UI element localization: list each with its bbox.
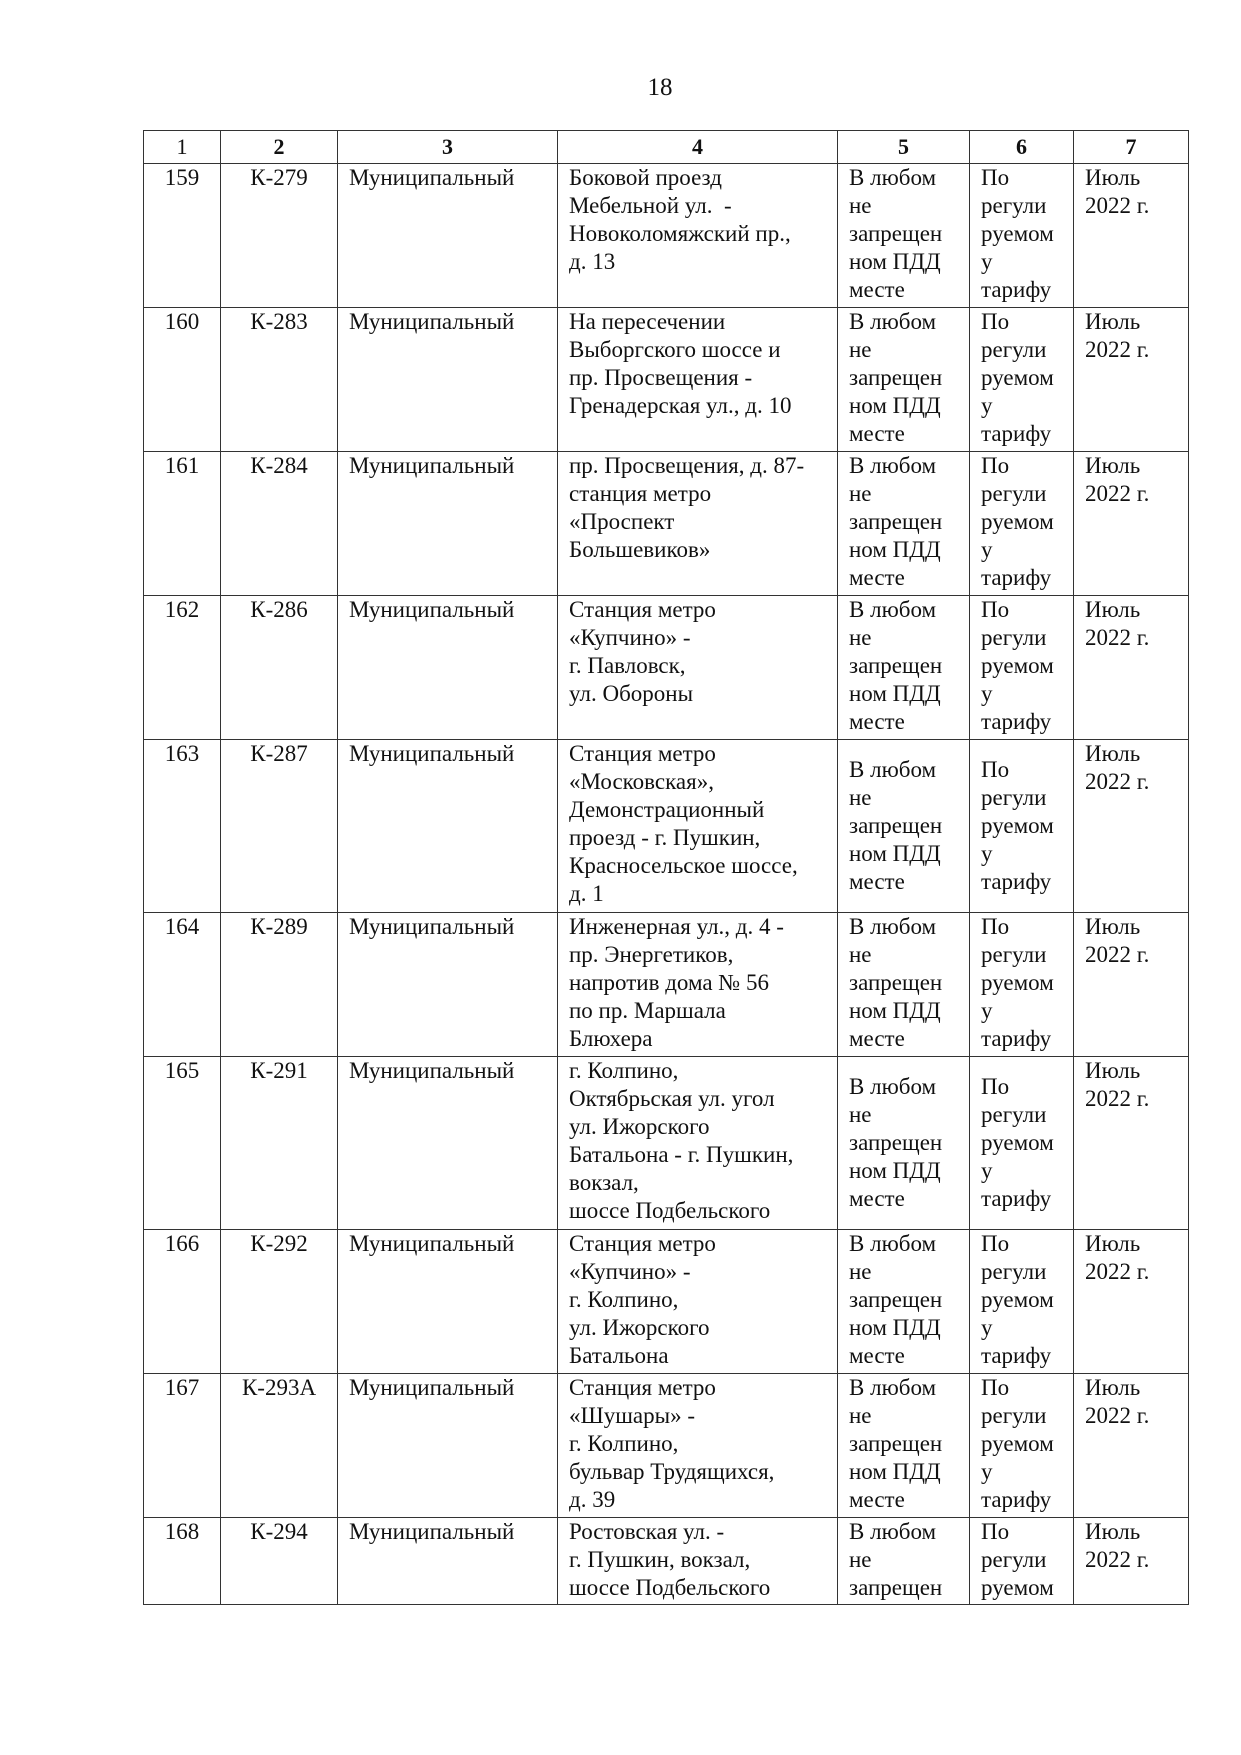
fare-cell (970, 1374, 1074, 1518)
start-date-cell-line: 2022 г. (1085, 481, 1150, 506)
fare-cell (970, 596, 1074, 740)
route-path-cell-line: На пересечении (569, 309, 726, 334)
start-date-cell-line: 2022 г. (1085, 337, 1150, 362)
start-date-cell (1074, 1374, 1189, 1518)
stop-order-cell-line: не (849, 942, 872, 967)
route-path-cell (558, 1057, 838, 1230)
fare-cell-line: регули (981, 337, 1047, 362)
start-date-cell-line: Июль (1085, 1375, 1141, 1400)
fare-cell-line: у (981, 998, 993, 1023)
route-path-cell-line: ул. Обороны (569, 681, 694, 706)
col-header-2: 2 (221, 131, 338, 164)
route-path-cell-line: Станция метро (569, 597, 716, 622)
route-path-cell-line: Ростовская ул. - (569, 1519, 725, 1544)
col-header-7: 7 (1074, 131, 1189, 164)
col-header-1: 1 (144, 131, 221, 164)
stop-order-cell-line: ном ПДД (849, 1315, 941, 1340)
table-row (144, 596, 1189, 740)
stop-order-cell-line: ном ПДД (849, 1459, 941, 1484)
row-number-cell: 160 (144, 308, 221, 452)
start-date-cell (1074, 1518, 1189, 1605)
stop-order-cell-line: месте (849, 869, 905, 894)
route-path-cell (558, 596, 838, 740)
start-date-cell-line: Июль (1085, 1058, 1141, 1083)
start-date-cell (1074, 308, 1189, 452)
fare-cell-line: регули (981, 942, 1047, 967)
row-number-cell: 162 (144, 596, 221, 740)
table-row (144, 1374, 1189, 1518)
fare-cell-line: По (981, 165, 1010, 190)
fare-cell-line: у (981, 1459, 993, 1484)
stop-order-cell-line: месте (849, 1026, 905, 1051)
stop-order-cell-line: ном ПДД (849, 537, 941, 562)
route-path-cell-line: Демонстрационный (569, 797, 765, 822)
fare-cell-line: По (981, 1519, 1010, 1544)
stop-order-cell-line: В любом (849, 1375, 937, 1400)
start-date-cell (1074, 1230, 1189, 1374)
route-path-cell-line: Боковой проезд (569, 165, 722, 190)
route-number-cell: К-287 (221, 740, 338, 913)
stop-order-cell-line: не (849, 785, 872, 810)
routes-table (143, 130, 1189, 1605)
stop-order-cell-line: месте (849, 421, 905, 446)
route-type-cell: Муниципальный (338, 740, 558, 913)
start-date-cell (1074, 913, 1189, 1057)
fare-cell (970, 1518, 1074, 1605)
stop-order-cell (838, 164, 970, 308)
table-row (144, 164, 1189, 308)
route-number-cell: К-291 (221, 1057, 338, 1230)
stop-order-cell-line: месте (849, 1186, 905, 1211)
fare-cell-line: руемом (981, 221, 1054, 246)
route-path-cell-line: г. Пушкин, вокзал, (569, 1547, 751, 1572)
fare-cell-line: По (981, 1375, 1010, 1400)
stop-order-cell-line: В любом (849, 165, 937, 190)
fare-cell-line: руемом (981, 1130, 1054, 1155)
start-date-cell-line: 2022 г. (1085, 625, 1150, 650)
route-path-cell-line: напротив дома № 56 (569, 970, 770, 995)
stop-order-cell-line: В любом (849, 1519, 937, 1544)
stop-order-cell-line: месте (849, 1487, 905, 1512)
fare-cell-line: у (981, 1315, 993, 1340)
start-date-cell-line: 2022 г. (1085, 1259, 1150, 1284)
fare-cell (970, 913, 1074, 1057)
route-path-cell-line: Инженерная ул., д. 4 - (569, 914, 784, 939)
stop-order-cell-line: В любом (849, 597, 937, 622)
route-type-cell: Муниципальный (338, 596, 558, 740)
table-row (144, 913, 1189, 1057)
stop-order-cell-line: не (849, 337, 872, 362)
start-date-cell-line: 2022 г. (1085, 1547, 1150, 1572)
route-type-cell: Муниципальный (338, 913, 558, 1057)
table-row (144, 452, 1189, 596)
stop-order-cell-line: не (849, 1547, 872, 1572)
route-path-cell-line: Батальона - г. Пушкин, (569, 1142, 794, 1167)
start-date-cell-line: Июль (1085, 309, 1141, 334)
stop-order-cell-line: ном ПДД (849, 998, 941, 1023)
stop-order-cell (838, 308, 970, 452)
route-path-cell-line: Большевиков» (569, 537, 711, 562)
page-number: 18 (647, 74, 673, 101)
stop-order-cell-line: В любом (849, 757, 937, 782)
fare-cell-line: регули (981, 625, 1047, 650)
route-path-cell-line: Гренадерская ул., д. 10 (569, 393, 792, 418)
route-path-cell-line: Станция метро (569, 1375, 716, 1400)
fare-cell (970, 164, 1074, 308)
row-number-cell: 168 (144, 1518, 221, 1605)
fare-cell (970, 452, 1074, 596)
fare-cell-line: у (981, 1158, 993, 1183)
route-path-cell-line: Станция метро (569, 741, 716, 766)
route-path-cell (558, 164, 838, 308)
fare-cell-line: у (981, 537, 993, 562)
route-path-cell-line: Мебельной ул. - (569, 193, 732, 218)
fare-cell-line: По (981, 453, 1010, 478)
start-date-cell-line: 2022 г. (1085, 193, 1150, 218)
table-row (144, 308, 1189, 452)
fare-cell-line: По (981, 309, 1010, 334)
header-row (144, 131, 1189, 164)
route-path-cell-line: г. Павловск, (569, 653, 686, 678)
fare-cell-line: у (981, 841, 993, 866)
stop-order-cell-line: В любом (849, 914, 937, 939)
route-path-cell-line: «Шушары» - (569, 1403, 695, 1428)
stop-order-cell (838, 596, 970, 740)
route-type-cell: Муниципальный (338, 164, 558, 308)
stop-order-cell-line: запрещен (849, 970, 943, 995)
fare-cell-line: руемом (981, 653, 1054, 678)
route-number-cell: К-289 (221, 913, 338, 1057)
route-path-cell-line: Блюхера (569, 1026, 653, 1051)
fare-cell-line: регули (981, 1259, 1047, 1284)
stop-order-cell-line: ном ПДД (849, 393, 941, 418)
route-type-cell: Муниципальный (338, 1518, 558, 1605)
fare-cell-line: у (981, 249, 993, 274)
fare-cell-line: тарифу (981, 277, 1052, 302)
route-path-cell-line: ул. Ижорского (569, 1315, 710, 1340)
start-date-cell (1074, 596, 1189, 740)
col-header-5: 5 (838, 131, 970, 164)
row-number-cell: 163 (144, 740, 221, 913)
stop-order-cell-line: не (849, 1259, 872, 1284)
route-number-cell: К-283 (221, 308, 338, 452)
fare-cell-line: регули (981, 785, 1047, 810)
fare-cell-line: регули (981, 193, 1047, 218)
route-path-cell-line: проезд - г. Пушкин, (569, 825, 761, 850)
stop-order-cell-line: запрещен (849, 1431, 943, 1456)
route-number-cell: К-294 (221, 1518, 338, 1605)
row-number-cell: 166 (144, 1230, 221, 1374)
stop-order-cell-line: ном ПДД (849, 249, 941, 274)
route-path-cell-line: «Купчино» - (569, 625, 691, 650)
fare-cell-line: тарифу (981, 709, 1052, 734)
stop-order-cell-line: месте (849, 709, 905, 734)
start-date-cell (1074, 740, 1189, 913)
route-path-cell (558, 308, 838, 452)
start-date-cell-line: Июль (1085, 741, 1141, 766)
route-path-cell-line: Октябрьская ул. угол (569, 1086, 775, 1111)
stop-order-cell-line: запрещен (849, 509, 943, 534)
route-type-cell: Муниципальный (338, 1374, 558, 1518)
stop-order-cell-line: запрещен (849, 221, 943, 246)
col-header-6: 6 (970, 131, 1074, 164)
route-path-cell-line: Батальона (569, 1343, 669, 1368)
fare-cell-line: регули (981, 1102, 1047, 1127)
start-date-cell-line: Июль (1085, 453, 1141, 478)
fare-cell-line: руемом (981, 970, 1054, 995)
fare-cell-line: тарифу (981, 869, 1052, 894)
fare-cell-line: руемом (981, 1287, 1054, 1312)
fare-cell-line: у (981, 393, 993, 418)
stop-order-cell-line: не (849, 193, 872, 218)
route-type-cell: Муниципальный (338, 1230, 558, 1374)
route-path-cell (558, 1374, 838, 1518)
stop-order-cell-line: В любом (849, 1231, 937, 1256)
start-date-cell-line: Июль (1085, 1231, 1141, 1256)
fare-cell-line: По (981, 1231, 1010, 1256)
start-date-cell (1074, 452, 1189, 596)
start-date-cell (1074, 164, 1189, 308)
fare-cell (970, 740, 1074, 913)
stop-order-cell (838, 740, 970, 913)
route-path-cell-line: д. 13 (569, 249, 616, 274)
route-type-cell: Муниципальный (338, 308, 558, 452)
stop-order-cell (838, 1057, 970, 1230)
stop-order-cell-line: не (849, 1403, 872, 1428)
stop-order-cell-line: месте (849, 277, 905, 302)
start-date-cell-line: 2022 г. (1085, 1086, 1150, 1111)
stop-order-cell-line: ном ПДД (849, 1158, 941, 1183)
route-number-cell: К-284 (221, 452, 338, 596)
stop-order-cell-line: В любом (849, 1074, 937, 1099)
stop-order-cell-line: запрещен (849, 365, 943, 390)
row-number-cell: 164 (144, 913, 221, 1057)
stop-order-cell-line: не (849, 481, 872, 506)
fare-cell (970, 1230, 1074, 1374)
stop-order-cell-line: В любом (849, 453, 937, 478)
route-path-cell-line: шоссе Подбельского (569, 1198, 771, 1223)
fare-cell-line: По (981, 914, 1010, 939)
row-number-cell: 159 (144, 164, 221, 308)
route-path-cell (558, 452, 838, 596)
stop-order-cell-line: ном ПДД (849, 681, 941, 706)
fare-cell-line: регули (981, 481, 1047, 506)
fare-cell-line: тарифу (981, 1026, 1052, 1051)
route-path-cell-line: бульвар Трудящихся, (569, 1459, 775, 1484)
start-date-cell-line: Июль (1085, 914, 1141, 939)
table-row (144, 1057, 1189, 1230)
route-number-cell: К-292 (221, 1230, 338, 1374)
route-path-cell-line: г. Колпино, (569, 1287, 679, 1312)
row-number-cell: 167 (144, 1374, 221, 1518)
route-path-cell-line: станция метро (569, 481, 712, 506)
route-path-cell-line: Новоколомяжский пр., (569, 221, 791, 246)
fare-cell-line: По (981, 757, 1010, 782)
route-path-cell-line: Выборгского шоссе и (569, 337, 781, 362)
route-path-cell-line: по пр. Маршала (569, 998, 726, 1023)
stop-order-cell (838, 1230, 970, 1374)
start-date-cell (1074, 1057, 1189, 1230)
fare-cell-line: руемом (981, 1431, 1054, 1456)
route-path-cell-line: «Московская», (569, 769, 714, 794)
col-header-3: 3 (338, 131, 558, 164)
route-path-cell (558, 1230, 838, 1374)
fare-cell-line: тарифу (981, 1186, 1052, 1211)
route-path-cell (558, 913, 838, 1057)
fare-cell-line: руемом (981, 1575, 1054, 1600)
fare-cell-line: тарифу (981, 1343, 1052, 1368)
route-path-cell-line: г. Колпино, (569, 1058, 679, 1083)
stop-order-cell-line: месте (849, 565, 905, 590)
route-path-cell-line: Красносельское шоссе, (569, 853, 798, 878)
stop-order-cell-line: запрещен (849, 813, 943, 838)
routes-table-body (144, 164, 1189, 1605)
route-path-cell (558, 1518, 838, 1605)
route-number-cell: К-293А (221, 1374, 338, 1518)
fare-cell-line: руемом (981, 365, 1054, 390)
route-path-cell-line: д. 1 (569, 881, 604, 906)
route-path-cell-line: Станция метро (569, 1231, 716, 1256)
stop-order-cell (838, 913, 970, 1057)
row-number-cell: 165 (144, 1057, 221, 1230)
start-date-cell-line: Июль (1085, 597, 1141, 622)
fare-cell-line: регули (981, 1547, 1047, 1572)
route-path-cell-line: шоссе Подбельского (569, 1575, 771, 1600)
stop-order-cell-line: ном ПДД (849, 841, 941, 866)
fare-cell-line: руемом (981, 509, 1054, 534)
table-row (144, 740, 1189, 913)
stop-order-cell-line: В любом (849, 309, 937, 334)
row-number-cell: 161 (144, 452, 221, 596)
route-type-cell: Муниципальный (338, 1057, 558, 1230)
col-header-4: 4 (558, 131, 838, 164)
fare-cell-line: тарифу (981, 565, 1052, 590)
table-row (144, 1518, 1189, 1605)
stop-order-cell-line: не (849, 625, 872, 650)
route-path-cell-line: пр. Просвещения, д. 87- (569, 453, 805, 478)
stop-order-cell-line: запрещен (849, 1287, 943, 1312)
route-path-cell-line: ул. Ижорского (569, 1114, 710, 1139)
stop-order-cell (838, 452, 970, 596)
stop-order-cell-line: не (849, 1102, 872, 1127)
route-path-cell (558, 740, 838, 913)
table-row (144, 1230, 1189, 1374)
start-date-cell-line: 2022 г. (1085, 769, 1150, 794)
route-path-cell-line: «Купчино» - (569, 1259, 691, 1284)
fare-cell-line: тарифу (981, 1487, 1052, 1512)
route-type-cell: Муниципальный (338, 452, 558, 596)
start-date-cell-line: 2022 г. (1085, 1403, 1150, 1428)
fare-cell-line: По (981, 597, 1010, 622)
stop-order-cell-line: месте (849, 1343, 905, 1368)
route-path-cell-line: пр. Просвещения - (569, 365, 753, 390)
route-number-cell: К-279 (221, 164, 338, 308)
stop-order-cell-line: запрещен (849, 653, 943, 678)
route-path-cell-line: г. Колпино, (569, 1431, 679, 1456)
fare-cell-line: По (981, 1074, 1010, 1099)
stop-order-cell-line: запрещен (849, 1575, 943, 1600)
stop-order-cell-line: запрещен (849, 1130, 943, 1155)
route-path-cell-line: пр. Энергетиков, (569, 942, 734, 967)
route-path-cell-line: «Проспект (569, 509, 675, 534)
fare-cell-line: тарифу (981, 421, 1052, 446)
stop-order-cell (838, 1374, 970, 1518)
start-date-cell-line: Июль (1085, 165, 1141, 190)
route-path-cell-line: вокзал, (569, 1170, 639, 1195)
fare-cell (970, 1057, 1074, 1230)
fare-cell (970, 308, 1074, 452)
start-date-cell-line: 2022 г. (1085, 942, 1150, 967)
start-date-cell-line: Июль (1085, 1519, 1141, 1544)
fare-cell-line: у (981, 681, 993, 706)
route-number-cell: К-286 (221, 596, 338, 740)
fare-cell-line: руемом (981, 813, 1054, 838)
route-path-cell-line: д. 39 (569, 1487, 616, 1512)
stop-order-cell (838, 1518, 970, 1605)
fare-cell-line: регули (981, 1403, 1047, 1428)
